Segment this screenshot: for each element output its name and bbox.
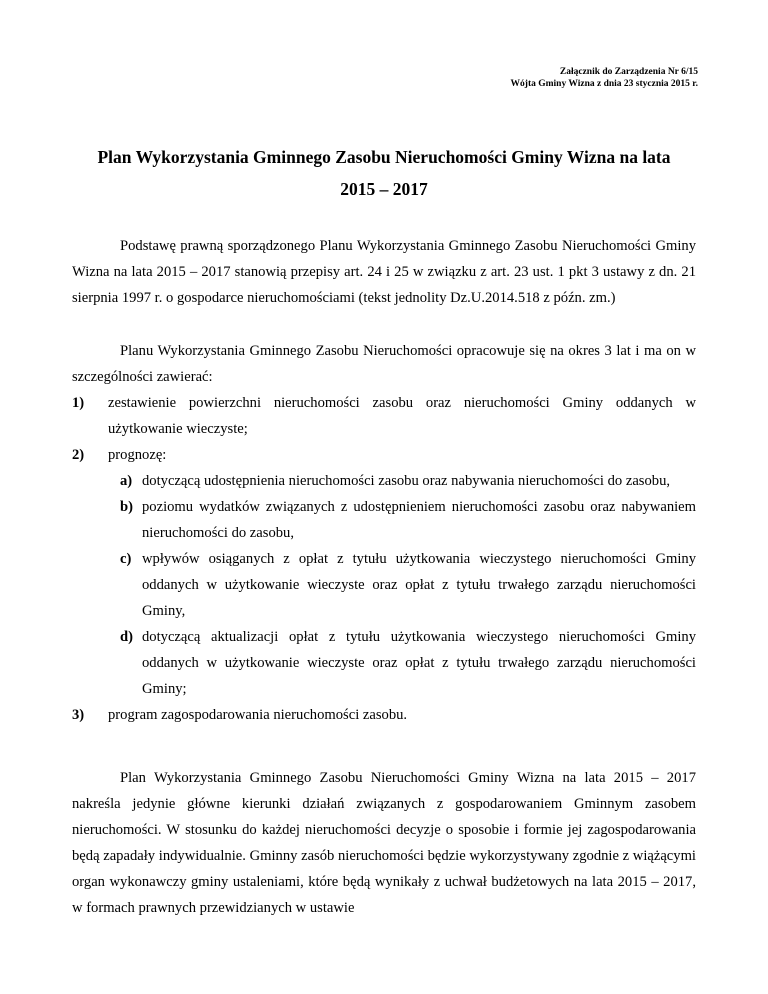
sublist-item-c-text: wpływów osiąganych z opłat z tytułu użytkowania wieczystego nieruchomości Gminy oddanych w użytkowanie wieczyste oraz opłat z tytułu trwałego zarządu nieruchomości Gminy,	[142, 551, 696, 619]
list-item-2	[72, 442, 696, 468]
sublist-item-d-text: dotyczącą aktualizacji opłat z tytułu użytkowania wieczystego nieruchomości Gminy oddanych w użytkowanie wieczyste oraz opłat z tytułu trwałego zarządu nieruchomości Gminy;	[142, 629, 696, 697]
intro-text: Planu Wykorzystania Gminnego Zasobu Nieruchomości opracowuje się na okres 3 lat i ma on w szczególności zawierać:	[72, 343, 696, 385]
list-item-1-text: zestawienie powierzchni nieruchomości zasobu oraz nieruchomości Gminy oddanych w użytkowanie wieczyste;	[108, 395, 696, 437]
sublist-item-c-letter: c)	[120, 551, 132, 567]
legal-basis-text: Podstawę prawną sporządzonego Planu Wykorzystania Gminnego Zasobu Nieruchomości Gminy Wizna na lata 2015 – 2017 stanowią przepisy art. 24 i 25 w związku z art. 23 ust. 1 pkt 3 ustawy z dn. 21 sierpnia 1997 r. o gospodarce nieruchomościami (tekst jednolity Dz.U.2014.518 z późn. zm.)	[72, 238, 696, 306]
contents-list	[72, 390, 696, 468]
annex-line-1: Załącznik do Zarządzenia Nr 6/15	[559, 67, 698, 77]
contents-list-continued	[72, 702, 696, 728]
closing-paragraph	[72, 765, 696, 921]
sublist-item-b	[120, 494, 696, 546]
sublist-item-d-letter: d)	[120, 629, 133, 645]
list-item-3-number: 3)	[72, 707, 85, 723]
sublist-item-a	[120, 468, 696, 494]
sublist-item-c	[120, 546, 696, 624]
list-item-3	[72, 702, 696, 728]
contents-section	[72, 338, 696, 728]
list-item-2-text: prognozę:	[108, 447, 167, 463]
list-item-2-number: 2)	[72, 447, 85, 463]
forecast-sublist	[72, 468, 696, 702]
list-item-1-number: 1)	[72, 395, 85, 411]
sublist-item-b-letter: b)	[120, 499, 133, 515]
annex-line-2: Wójta Gminy Wizna z dnia 23 stycznia 2015 r.	[510, 79, 698, 89]
list-item-3-text: program zagospodarowania nieruchomości zasobu.	[108, 707, 408, 723]
annex-header	[511, 66, 698, 90]
legal-basis-paragraph	[72, 233, 696, 311]
list-item-1	[72, 390, 696, 442]
sublist-item-b-text: poziomu wydatków związanych z udostępnieniem nieruchomości zasobu oraz nabywaniem nieruchomości do zasobu,	[142, 499, 696, 541]
closing-text: Plan Wykorzystania Gminnego Zasobu Nieruchomości Gminy Wizna na lata 2015 – 2017 nakreśla jedynie główne kierunki działań związanych z gospodarowaniem Gminnym zasobem nieruchomości. W stosunku do każdej nieruchomości decyzje o sposobie i formie jej zagospodarowania będą zapadały indywidualnie. Gminny zasób nieruchomości będzie wykorzystywany zgodnie z wiążącymi organ wykonawczy gminy ustaleniami, które będą wynikały z uchwał budżetowych na lata 2015 – 2017, w formach prawnych przewidzianych w ustawie	[72, 770, 696, 916]
title-line-2: 2015 – 2017	[340, 179, 428, 199]
sublist-item-d	[120, 624, 696, 702]
sublist-item-a-text: dotyczącą udostępnienia nieruchomości zasobu oraz nabywania nieruchomości do zasobu,	[142, 473, 671, 489]
document-title	[72, 141, 696, 205]
sublist-item-a-letter: a)	[120, 473, 133, 489]
title-line-1: Plan Wykorzystania Gminnego Zasobu Nieruchomości Gminy Wizna na lata	[97, 147, 671, 167]
